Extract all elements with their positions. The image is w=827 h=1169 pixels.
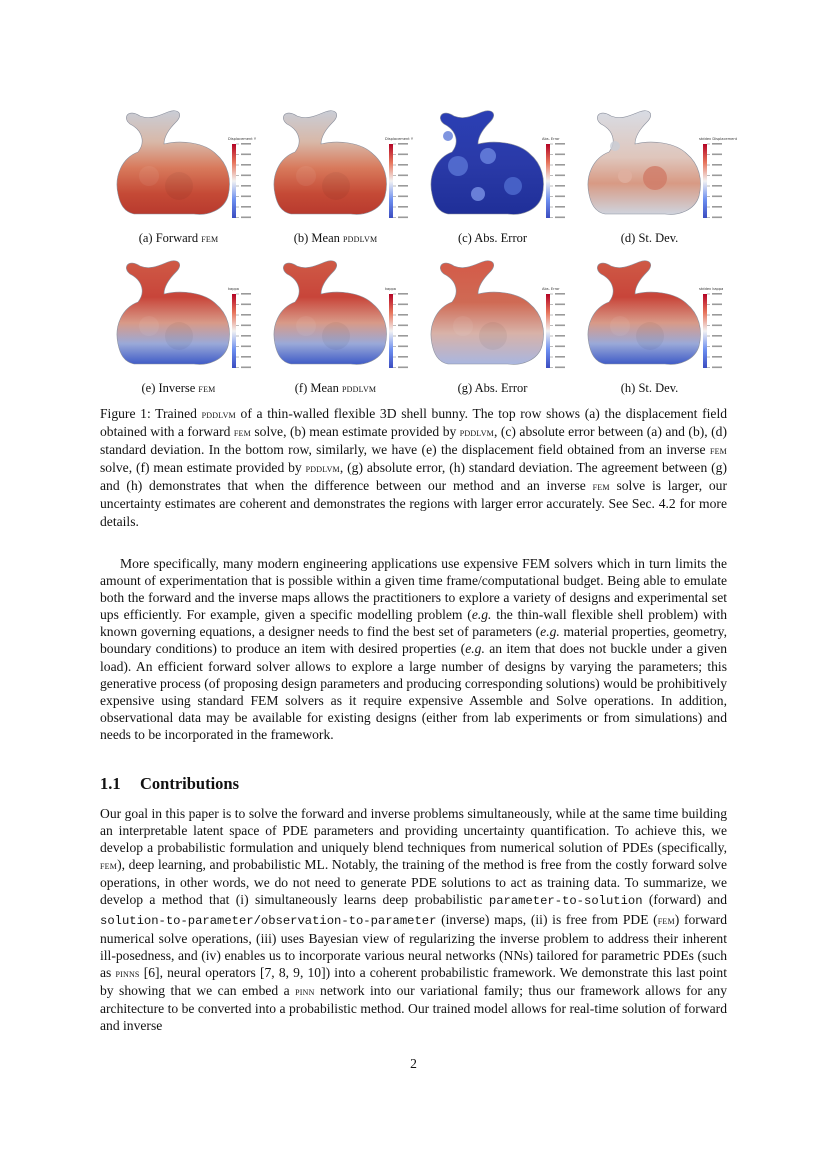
colorbar-tick-label [398,356,408,358]
colorbar [389,294,393,368]
bunny-shape [274,111,387,215]
panel-caption: (e) Inverse fem [141,381,216,395]
colorbar-tick-label [241,185,251,187]
colorbar-tick-label [241,154,251,156]
colorbar-tick-label [398,175,408,177]
panel-caption: (a) Forward fem [138,231,219,245]
bunny-shading [618,169,632,183]
colorbar-tick-label [398,335,408,337]
colorbar-tick-label [398,164,408,166]
colorbar-tick-label [555,185,565,187]
panel-d [571,100,738,250]
colorbar-tick-label [712,293,722,295]
colorbar-tick-label [555,217,565,219]
section-heading: 1.1 Contributions [100,774,240,793]
colorbar-tick-label [555,304,565,306]
figure-caption: Figure 1: Trained pddlvm of a thin-walled flexible 3D shell bunny. The top row shows (a) the displacement field obtained with a forward fem solve, (b) mean estimate provided by pddlvm, (c) absolute error between (a) and (b), (d) standard deviation. In the bottom row, similarly, we have (e) the displacement field obtained from an inverse fem solve, (f) mean estimate provided by pddlvm, (g) absolute error, (h) standard deviation. The agreement between (g) and (h) demonstrates that when the difference between our method and an inverse fem solve is larger, our uncertainty estimates are coherent and demonstrates the regions with larger error accurately. See Sec. 4.2 for more details. [100,406,728,529]
bunny-shading [453,316,473,336]
colorbar-tick-label [555,293,565,295]
colorbar-tick-label [712,367,722,369]
colorbar-tick-label [712,143,722,145]
colorbar-tick-label [241,335,251,337]
colorbar-tick-label [398,346,408,348]
bunny-shading [610,316,630,336]
colorbar-tick-label [712,346,722,348]
bunny-shape [117,111,230,215]
colorbar-tick-label [241,175,251,177]
bunny-shading [165,322,193,350]
colorbar [232,294,236,368]
colorbar-tick-label [241,304,251,306]
colorbar-tick-label [712,356,722,358]
colorbar-tick-label [712,314,722,316]
colorbar-tick-label [712,154,722,156]
panel-caption: (f) Mean pddlvm [294,381,377,395]
colorbar-tick-label [241,367,251,369]
colorbar-title: stddev kappa [699,287,724,291]
colorbar-tick-label [712,206,722,208]
bunny-shading [139,166,159,186]
bunny-shading [504,177,522,195]
colorbar [703,294,707,368]
colorbar-tick-label [555,196,565,198]
bunny-shape [274,261,387,365]
bunny-shape [588,111,701,215]
bunny-mean-pddlvm-inverse-image [257,250,414,378]
bunny-abs-error-image [414,100,571,228]
bunny-shading [610,141,620,151]
colorbar-title: stddev Displacement [699,137,738,141]
colorbar-title: kappa [385,287,396,291]
panel-caption: (b) Mean pddlvm [293,231,378,245]
panel-b [257,100,414,250]
bunny-shape [588,261,701,365]
colorbar [546,144,550,218]
colorbar-tick-label [555,346,565,348]
bunny-shading [636,322,664,350]
panel-a [100,100,257,250]
colorbar-title: Displacement Y [228,137,257,141]
colorbar-tick-label [555,164,565,166]
bunny-mean-pddlvm-image [257,100,414,228]
panel-caption: (c) Abs. Error [457,231,528,245]
bunny-shading [322,322,350,350]
colorbar-tick-label [241,206,251,208]
colorbar-title: Displacement Y [385,137,414,141]
colorbar-tick-label [398,154,408,156]
colorbar-tick-label [712,196,722,198]
bunny-shape [117,261,230,365]
colorbar-tick-label [712,304,722,306]
colorbar-tick-label [241,143,251,145]
colorbar-title: Abs. Error [542,137,560,141]
colorbar-tick-label [241,356,251,358]
colorbar-tick-label [241,293,251,295]
colorbar-tick-label [555,325,565,327]
colorbar-title: kappa [228,287,239,291]
bunny-shading [139,316,159,336]
bunny-abs-error-inverse-image [414,250,571,378]
colorbar [232,144,236,218]
colorbar-tick-label [555,356,565,358]
panel-c [414,100,571,250]
colorbar-tick-label [712,185,722,187]
bunny-shading [165,172,193,200]
colorbar-title: Abs. Error [542,287,560,291]
colorbar-tick-label [398,293,408,295]
colorbar-tick-label [555,335,565,337]
figure-top-row [100,100,738,250]
figure-bottom-row [100,250,727,400]
colorbar-tick-label [241,325,251,327]
body-paragraph: More specifically, many modern engineering applications use expensive FEM solvers which in turn limits the amount of experimentation that is possible within a given time frame/computational budget. Being able to emulate both the forward and the inverse maps allows the practitioners to explore a variety of designs and experimental set ups efficiently. For example, given a specific modelling problem (e.g. the thin-wall flexible shell problem) with known governing equations, a designer needs to find the best set of parameters (e.g. material properties, geometry, boundary conditions) to produce an item with desired properties (e.g. an item that does not buckle under a given load). An efficient forward solver allows to explore a large number of designs by varying the parameters; this generative process (of proposing design parameters and producing corresponding solutions) would be prohibitively expensive using standard FEM solvers as it require expensive Assemble and Solve operations. In addition, observational data may be available for existing designs (either from lab experiments or from simulations) and needs to be incorporated in the framework. [100,556,727,742]
colorbar-tick-label [398,314,408,316]
colorbar-tick-label [555,314,565,316]
colorbar-tick-label [241,196,251,198]
bunny-forward-fem-image [100,100,257,228]
bunny-shading [479,322,507,350]
colorbar-tick-label [712,325,722,327]
panel-g [414,250,571,400]
colorbar-tick-label [241,346,251,348]
colorbar-tick-label [555,206,565,208]
colorbar-tick-label [398,325,408,327]
colorbar-tick-label [398,206,408,208]
bunny-inverse-fem-image [100,250,257,378]
panel-e [100,250,257,400]
colorbar-tick-label [555,154,565,156]
colorbar-tick-label [712,164,722,166]
colorbar-tick-label [398,304,408,306]
bunny-shading [448,156,468,176]
colorbar-tick-label [241,314,251,316]
colorbar-tick-label [712,335,722,337]
panel-caption: (h) St. Dev. [620,381,679,395]
colorbar-tick-label [398,196,408,198]
colorbar-tick-label [712,217,722,219]
colorbar-tick-label [555,367,565,369]
bunny-shading [443,131,453,141]
colorbar [546,294,550,368]
bunny-std-dev-image [571,100,738,228]
colorbar-tick-label [712,175,722,177]
bunny-std-dev-inverse-image [571,250,728,378]
colorbar-tick-label [398,143,408,145]
bunny-shading [643,166,667,190]
colorbar-tick-label [555,175,565,177]
colorbar-tick-label [398,217,408,219]
bunny-shading [471,187,485,201]
panel-h [571,250,728,400]
colorbar [389,144,393,218]
panel-f [257,250,414,400]
bunny-shape [431,261,544,365]
colorbar-tick-label [241,164,251,166]
colorbar-tick-label [398,367,408,369]
page-number: 2 [410,1056,417,1071]
colorbar [703,144,707,218]
panel-caption: (d) St. Dev. [620,231,679,245]
bunny-shading [296,166,316,186]
bunny-shading [480,148,496,164]
panel-caption: (g) Abs. Error [457,381,528,395]
bunny-shading [296,316,316,336]
colorbar-tick-label [398,185,408,187]
bunny-shading [322,172,350,200]
colorbar-tick-label [555,143,565,145]
colorbar-tick-label [241,217,251,219]
body-paragraph: Our goal in this paper is to solve the forward and inverse problems simultaneously, while at the same time building an interpretable latent space of PDE parameters and providing uncertainty quantification. To achieve this, we develop a probabilistic formulation and uniquely blend techniques from numerical solution of PDEs (specifically, fem), deep learning, and probabilistic ML. Notably, the training of the method is free from the costly forward solve operations, in other words, we do not need to generate PDE solutions to act as training data. To summarize, we develop a method that (i) simultaneously learns deep probabilistic parameter-to-solution (forward) and solution-to-parameter/observation-to-parameter (inverse) maps, (ii) is free from PDE (fem) forward numerical solve operations, (iii) uses Bayesian view of regularizing the inverse problem to address their inherent ill-posedness, and (iv) enables us to incorporate various neural networks (NNs) tailored for parametric PDEs (such as pinns [6], neural operators [7, 8, 9, 10]) into a coherent probabilistic framework. We demonstrate this last point by showing that we can embed a pinn network into our variational family; thus our framework allows for any architecture to be converted into a probabilistic method. Our trained model allows for real-time solution of forward and inverse [100,806,727,1034]
